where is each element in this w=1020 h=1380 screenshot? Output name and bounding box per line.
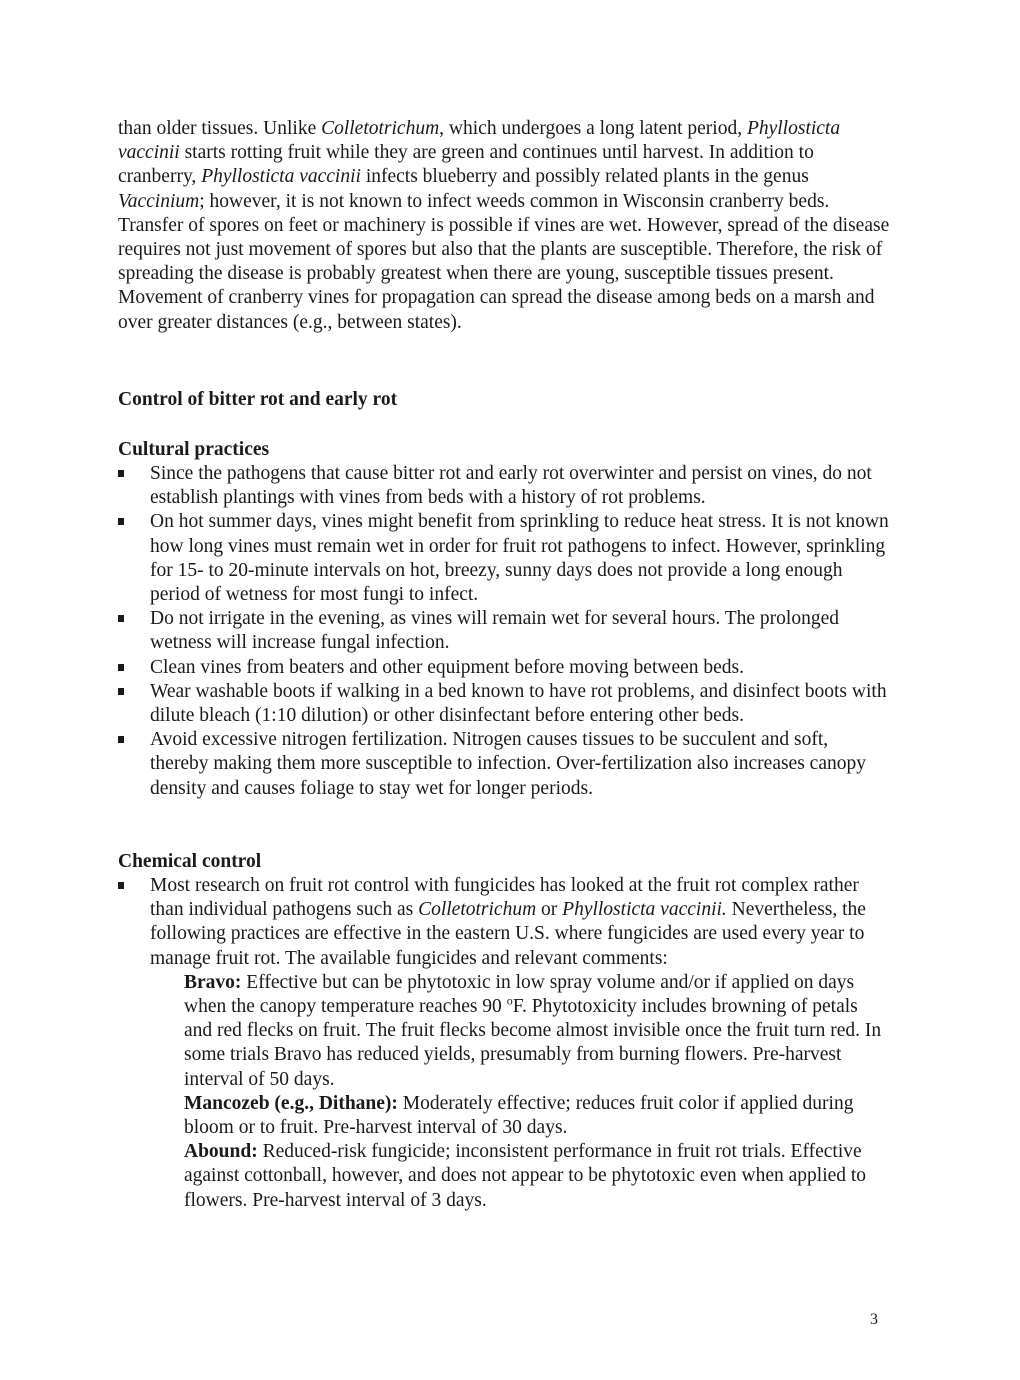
- intro-italic-term: Phyllosticta vaccinii: [201, 166, 361, 188]
- list-item-text: Since the pathogens that cause bitter rot and early rot overwinter and persist on vines, do not establish plantings with vines from beds with a history of rot problems.: [150, 463, 872, 509]
- intro-italic-term: Colletotrichum: [321, 118, 440, 139]
- intro-text: infects blueberry and possibly related plants in the genus: [360, 166, 809, 188]
- list-item-text: Clean vines from beaters and other equipment before moving between beds.: [150, 656, 745, 678]
- intro-text: , which undergoes a long latent period,: [439, 118, 747, 139]
- fungicide-description: Moderately effective; reduces fruit color if applied during bloom or to fruit. Pre-harvest interval of 30 days.: [184, 1092, 854, 1139]
- subheading-cultural-practices: Cultural practices: [118, 439, 270, 460]
- fungicide-description: Reduced-risk fungicide; inconsistent performance in fruit rot trials. Effective against cottonball, however, and does not appear to be phytotoxic even when applied to flowers. Pre-harvest interval of 3 days.: [184, 1141, 867, 1211]
- fungicide-entry-bravo: [184, 971, 890, 1092]
- section-heading-control: Control of bitter rot and early rot: [118, 389, 398, 410]
- intro-text: ; however, it is not known to infect weeds common in Wisconsin cranberry beds. Transfer of spores on feet or machinery is possible if vines are wet. However, spread of the disease requires not just movement of spores but also that the plants are susceptible. Therefore, the risk of spreading the disease is probably greatest when there are young, susceptible tissues present. Movement of cranberry vines for propagation can spread the disease among beds on a marsh and over greater distances (e.g., between states).: [118, 190, 890, 333]
- subheading-chemical-control: Chemical control: [118, 851, 262, 872]
- list-item: [118, 656, 890, 680]
- italic-term: Phyllosticta vaccinii.: [562, 899, 727, 921]
- intro-text: than older tissues. Unlike: [118, 118, 322, 139]
- intro-italic-term: Vaccinium: [118, 190, 200, 212]
- degree-symbol: o: [506, 993, 513, 1008]
- bullet-icon: [118, 736, 124, 743]
- chemical-control-list: [118, 874, 890, 1213]
- fungicide-name: Abound:: [184, 1141, 258, 1163]
- list-item-text: Nevertheless, the following practices are effective in the eastern U.S. where fungicides are used every year to manage fruit rot. The available fungicides and relevant comments:: [150, 899, 866, 969]
- fungicide-entry-abound: [184, 1140, 890, 1213]
- list-item-text: or: [536, 899, 563, 921]
- intro-italic-term: Phyllosticta vaccinii: [118, 118, 841, 164]
- list-item-text: Wear washable boots if walking in a bed known to have rot problems, and disinfect boots with dilute bleach (1:10 dilution) or other disinfectant before entering other beds.: [150, 680, 887, 727]
- cultural-practices-list: [118, 462, 890, 801]
- bullet-icon: [118, 518, 124, 525]
- italic-term: Colletotrichum: [418, 899, 537, 921]
- bullet-icon: [118, 882, 124, 889]
- fungicide-list: [150, 971, 890, 1213]
- list-item: [118, 462, 890, 510]
- fungicide-description: Effective but can be phytotoxic in low spray volume and/or if applied on days when the canopy temperature reaches 90: [184, 971, 855, 1018]
- list-item: [118, 680, 890, 728]
- bullet-icon: [118, 615, 124, 622]
- fungicide-name: Bravo:: [184, 971, 242, 993]
- page-number: 3: [870, 1311, 878, 1328]
- list-item: [118, 874, 890, 1213]
- intro-text: starts rotting fruit while they are green and continues until harvest. In addition to cranberry,: [118, 142, 814, 188]
- intro-paragraph: [118, 117, 890, 335]
- list-item-text: On hot summer days, vines might benefit from sprinkling to reduce heat stress. It is not known how long vines must remain wet in order for fruit rot pathogens to infect. However, sprinkling for 15- to 20-minute intervals on hot, breezy, sunny days does not provide a long enough period of wetness for most fungi to infect.: [150, 511, 889, 606]
- fungicide-description: F. Phytotoxicity includes browning of petals and red flecks on fruit. The fruit flecks become almost invisible once the fruit turn red. In some trials Bravo has reduced yields, presumably from burning flowers. Pre-harvest interval of 50 days.: [184, 996, 882, 1090]
- bullet-icon: [118, 688, 124, 695]
- list-item: [118, 728, 890, 801]
- bullet-icon: [118, 664, 124, 671]
- list-item-text: Avoid excessive nitrogen fertilization. Nitrogen causes tissues to be succulent and soft, thereby making them more susceptible to infection. Over-fertilization also increases canopy density and causes foliage to stay wet for longer periods.: [150, 729, 866, 799]
- fungicide-entry-mancozeb: [184, 1092, 890, 1140]
- fungicide-name: Mancozeb (e.g., Dithane):: [184, 1092, 398, 1114]
- list-item: [118, 607, 890, 655]
- bullet-icon: [118, 470, 124, 477]
- list-item-text: Do not irrigate in the evening, as vines will remain wet for several hours. The prolonged wetness will increase fungal infection.: [150, 608, 839, 654]
- list-item-text: Most research on fruit rot control with fungicides has looked at the fruit rot complex rather than individual pathogens such as: [150, 875, 859, 921]
- list-item: [118, 510, 890, 607]
